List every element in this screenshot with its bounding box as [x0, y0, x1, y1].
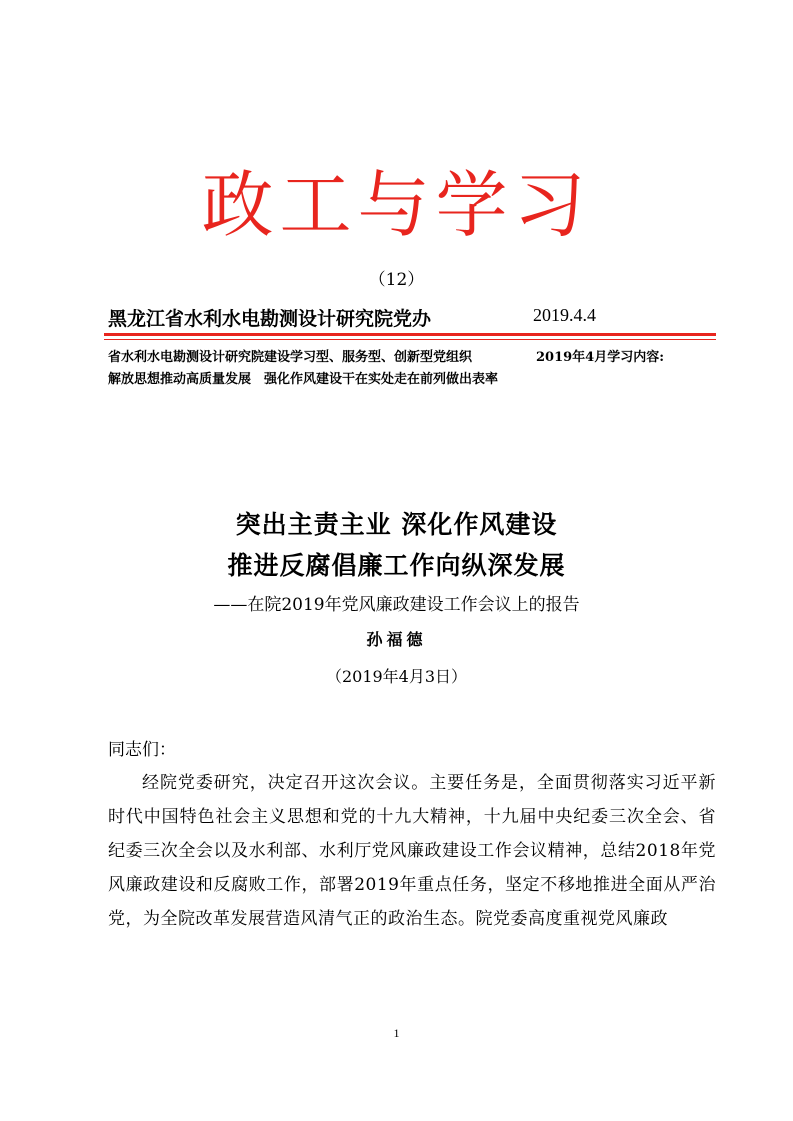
article-date: （2019年4月3日） [325, 667, 468, 686]
salutation: 同志们： [108, 740, 176, 760]
article-subtitle: ——在院2019年党风廉政建设工作会议上的报告 [213, 595, 580, 615]
article-author: 孙福德 [366, 630, 427, 649]
header-rule-thick [104, 333, 716, 336]
issue-date: 2019.4.4 [533, 305, 596, 325]
article-title-line1: 突出主责主业 深化作风建设 [235, 510, 558, 539]
article-title-line2: 推进反腐倡廉工作向纵深发展 [227, 551, 566, 580]
subheader-line2: 解放思想推动高质量发展 强化作风建设干在实处走在前列做出表率 [108, 372, 499, 387]
page-number: 1 [393, 1026, 400, 1040]
subheader-line1: 省水利水电勘测设计研究院建设学习型、服务型、创新型党组织 [108, 350, 473, 365]
issue-number: （12） [368, 270, 425, 290]
body-paragraph: 经院党委研究，决定召开这次会议。主要任务是，全面贯彻落实习近平新时代中国特色社会主义思想和党的十九大精神，十九届中央纪委三次全会、省纪委三次全会以及水利部、水利厅党风廉政建设工作会议精神，总结2018年党风廉政建设和反腐败工作，部署2019年重点任务，坚定不移地推进全面从严治党，为全院改革发展营造风清气正的政治生态。院党委高度重视党风廉政 [108, 773, 716, 929]
subheader-study-month: 2019年4月学习内容: [536, 350, 665, 365]
header-rule-thin [104, 339, 716, 340]
masthead-title: 政工与学习 [201, 163, 592, 247]
issuer-name: 黑龙江省水利水电勘测设计研究院党办 [108, 308, 432, 330]
